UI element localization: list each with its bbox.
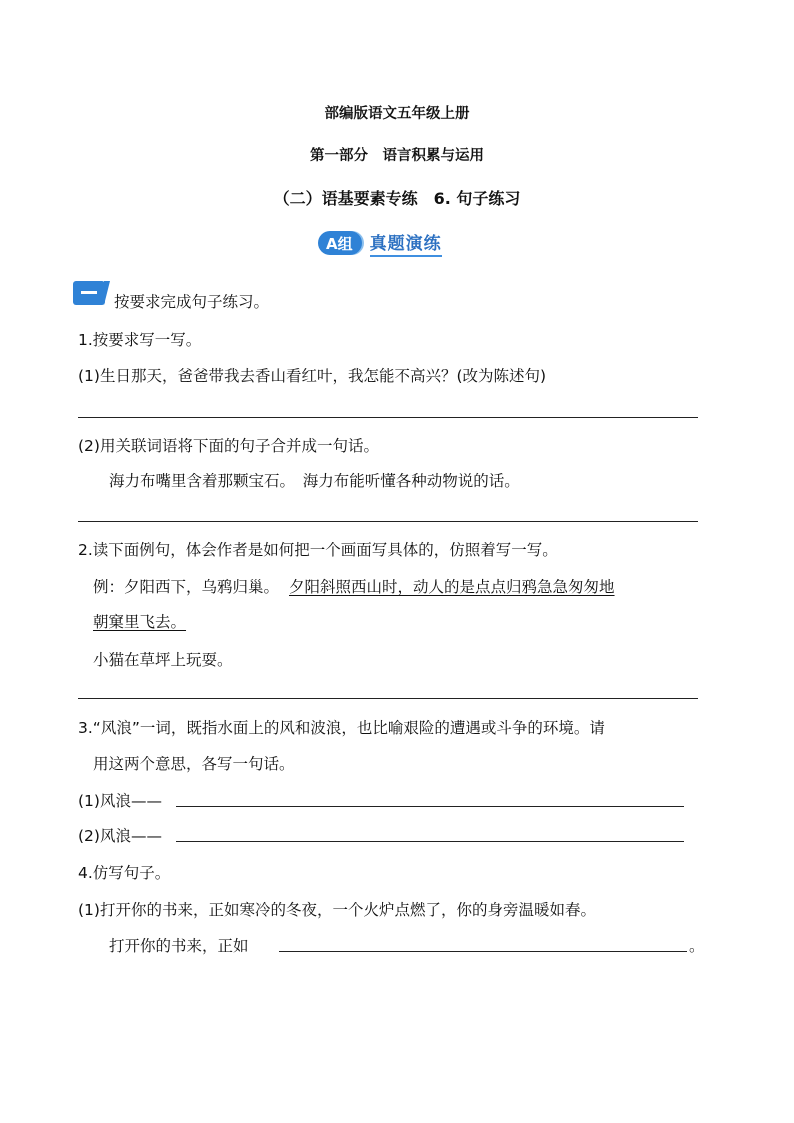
q2-answer-line[interactable]: [78, 698, 698, 699]
q1-title: 1.按要求写一写。: [78, 331, 202, 349]
group-label: A组: [326, 234, 353, 253]
section-number-icon: [73, 281, 105, 305]
group-badge: [318, 228, 442, 258]
q3-line2: 用这两个意思，各写一句话。: [93, 755, 295, 773]
part-title: 第一部分 语言积累与运用: [310, 148, 484, 164]
unit-title: （二）语基要素专练 6. 句子练习: [273, 189, 521, 208]
q1-part2-answer-line[interactable]: [78, 521, 698, 522]
q1-part1: (1)生日那天，爸爸带我去香山看红叶，我怎能不高兴？(改为陈述句): [78, 367, 547, 385]
q4-title: 4.仿写句子。: [78, 864, 171, 882]
q2-example-prefix: 例：夕阳西下，乌鸦归巢。: [93, 578, 280, 596]
q4-part1: (1)打开你的书来，正如寒冷的冬夜，一个火炉点燃了，你的身旁温暖如春。: [78, 901, 596, 919]
q1-part1-answer-line[interactable]: [78, 417, 698, 418]
q3-part2-answer-line[interactable]: [176, 841, 684, 842]
q1-part2: (2)用关联词语将下面的句子合并成一句话。: [78, 437, 379, 455]
q3-part1: (1)风浪——: [78, 792, 162, 810]
q3-part1-answer-line[interactable]: [176, 806, 684, 807]
q2-example-line2: [93, 610, 186, 632]
badge-title: 真题演练: [370, 229, 442, 257]
q3-line1: 3.“风浪”一词，既指水面上的风和波浪，也比喻艰险的遭遇或斗争的环境。请: [78, 719, 605, 737]
group-pill: [318, 231, 362, 255]
q2-example-answer-2: 朝窠里飞去。: [93, 613, 187, 631]
q2-task: 小猫在草坪上玩耍。: [93, 651, 233, 669]
document-title: 部编版语文五年级上册: [324, 106, 470, 122]
q2-title: 2.读下面例句，体会作者是如何把一个画面写具体的，仿照着写一写。: [78, 541, 558, 559]
q2-example: [93, 575, 615, 597]
q4-part1-end: 。: [689, 937, 705, 955]
section-label: 按要求完成句子练习。: [114, 293, 270, 311]
q1-part2-sentence: 海力布嘴里含着那颗宝石。 海力布能听懂各种动物说的话。: [109, 472, 520, 490]
q4-part1-answer-line[interactable]: [279, 951, 687, 952]
section-dash: [81, 291, 97, 294]
q4-part1-prompt: 打开你的书来，正如: [109, 937, 249, 955]
section-tab: [104, 281, 110, 305]
q2-example-answer-1: 夕阳斜照西山时，动人的是点点归鸦急急匆匆地: [289, 578, 615, 596]
q3-part2: (2)风浪——: [78, 827, 162, 845]
